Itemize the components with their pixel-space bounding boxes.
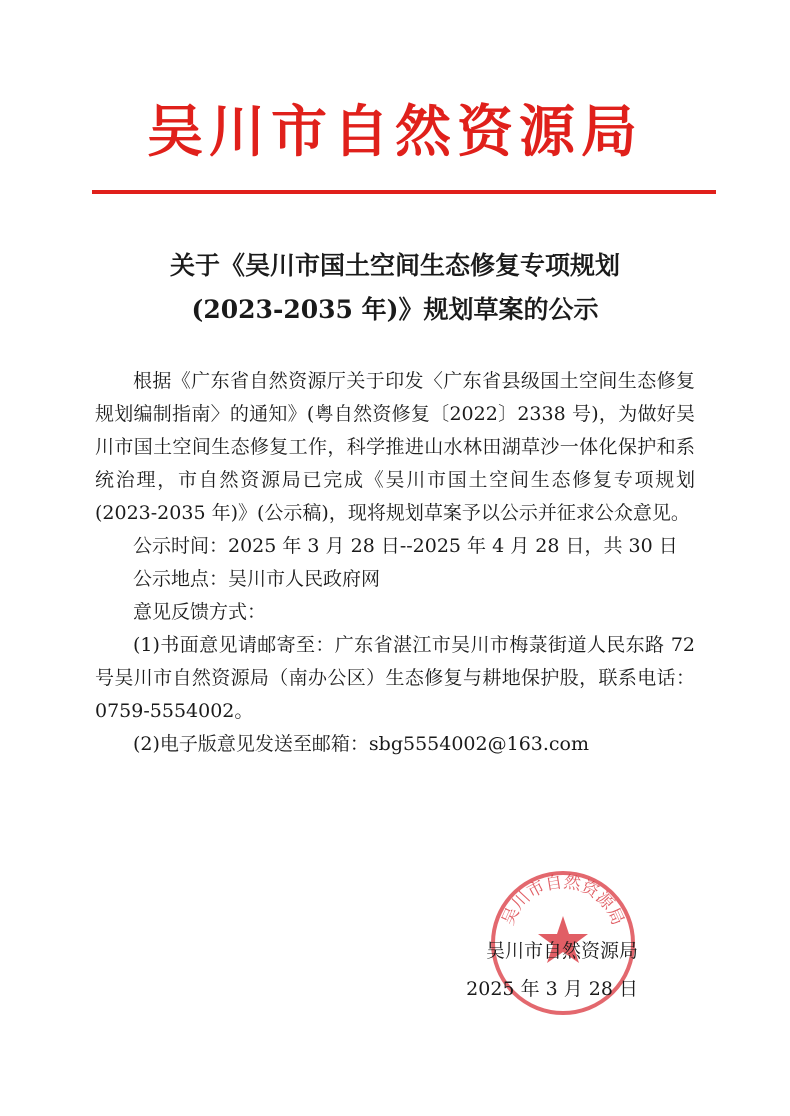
red-divider-line [92,190,716,194]
signature-org: 吴川市自然资源局 [485,940,638,962]
notice-location: 公示地点：吴川市人民政府网 [133,568,381,590]
document-title [0,244,790,332]
document-title-line2: (2023-2035 年)》规划草案的公示 [191,295,599,324]
org-header-title: 吴川市自然资源局 [147,100,643,165]
signature-date: 2025 年 3 月 28 日 [466,978,638,1000]
signature-block [466,932,638,1008]
seal-text: 吴川市自然资源局 [498,872,628,929]
intro-paragraph: 根据《广东省自然资源厅关于印发〈广东省县级国土空间生态修复规划编制指南〉的通知》(粤自然资修复〔2022〕2338 号)，为做好吴川市国土空间生态修复工作，科学推进山水林田湖草沙一体化保护和系统治理，市自然资源局已完成《吴川市国土空间生态修复专项规划(2023-2035 年)》(公示稿)，现将规划草案予以公示并征求公众意见。 [95,370,695,524]
document-title-line1: 关于《吴川市国土空间生态修复专项规划 [169,251,620,280]
feedback-heading: 意见反馈方式： [133,601,267,623]
document-body [95,365,695,761]
feedback-mail-address: (1)书面意见请邮寄至：广东省湛江市吴川市梅菉街道人民东路 72 号吴川市自然资源局（南办公区）生态修复与耕地保护股，联系电话：0759-5554002。 [95,634,695,722]
notice-period: 公示时间：2025 年 3 月 28 日--2025 年 4 月 28 日，共 30 日 [133,535,678,557]
feedback-email: (2)电子版意见发送至邮箱：sbg5554002@163.com [133,733,590,755]
